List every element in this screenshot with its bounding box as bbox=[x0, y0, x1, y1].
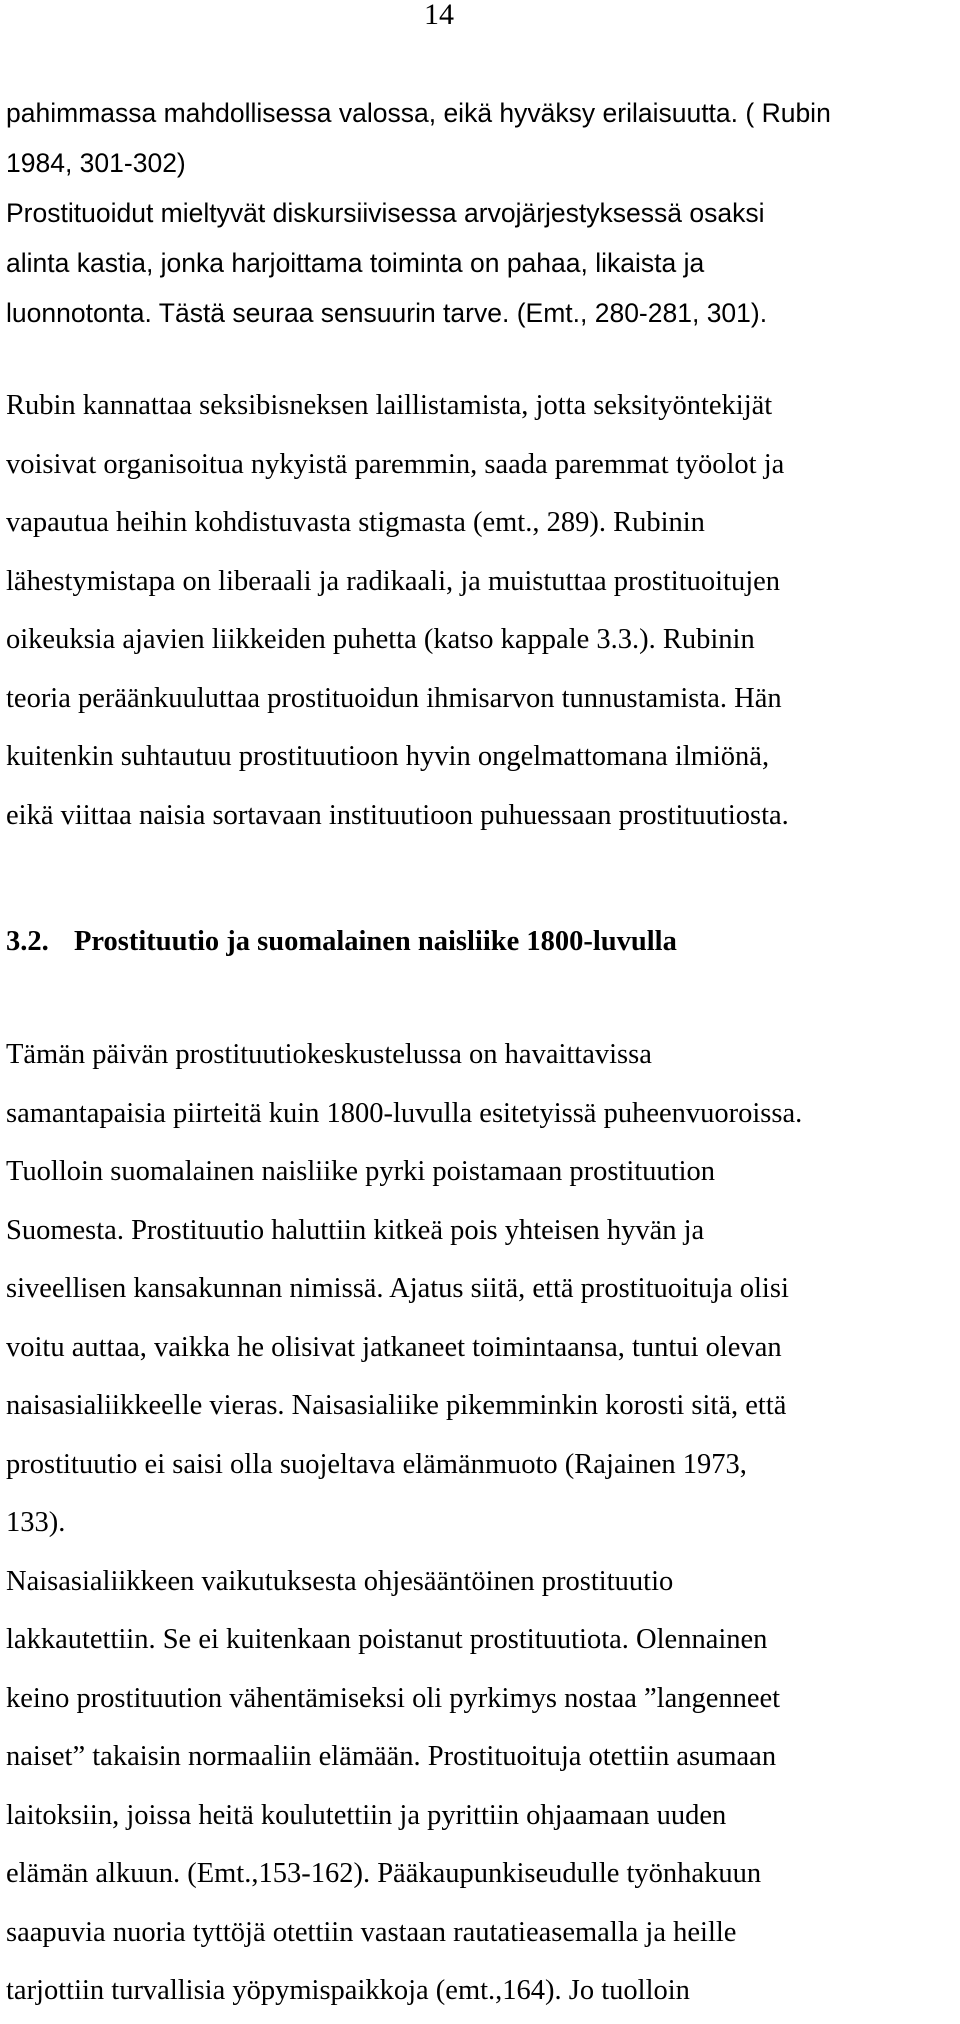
text-line: naisasialiikkeelle vieras. Naisasialiike pikemminkin korosti sitä, että bbox=[6, 1390, 787, 1421]
text-line: eikä viittaa naisia sortavaan instituutioon puhuessaan prostituutiosta. bbox=[6, 799, 789, 831]
text-line: Naisasialiikkeen vaikutuksesta ohjesääntöinen prostituutio bbox=[6, 1565, 674, 1597]
page-number: 14 bbox=[424, 0, 454, 31]
text-line: voitu auttaa, vaikka he olisivat jatkaneet toimintaansa, tuntui olevan bbox=[6, 1331, 782, 1363]
text-line: samantapaisia piirteitä kuin 1800-luvulla esitetyissä puheenvuoroissa. bbox=[6, 1097, 803, 1129]
text-line: laitoksiin, joissa heitä koulutettiin ja pyrittiin ohjaamaan uuden bbox=[6, 1799, 727, 1831]
section-heading bbox=[6, 917, 677, 967]
text-line: Prostituoidut mieltyvät diskursiivisessa arvojärjestyksessä osaksi bbox=[6, 198, 765, 228]
text-line: 133). bbox=[6, 1507, 66, 1538]
text-line: saapuvia nuoria tyttöjä otettiin vastaan rautatieasemalla ja heille bbox=[6, 1916, 737, 1948]
text-line: tarjottiin turvallisia yöpymispaikkoja (emt.,164). Jo tuolloin bbox=[6, 1975, 690, 2006]
text-line: siveellisen kansakunnan nimissä. Ajatus siitä, että prostituoituja olisi bbox=[6, 1273, 789, 1304]
rubin-paragraph bbox=[6, 377, 956, 845]
text-line: keino prostituution vähentämiseksi oli pyrkimys nostaa ”langenneet bbox=[6, 1682, 781, 1714]
text-line: oikeuksia ajavien liikkeiden puhetta (katso kappale 3.3.). Rubinin bbox=[6, 624, 755, 655]
text-line: naiset” takaisin normaaliin elämään. Prostituoituja otettiin asumaan bbox=[6, 1741, 777, 1772]
text-line: lähestymistapa on liberaali ja radikaali, ja muistuttaa prostituoitujen bbox=[6, 565, 781, 597]
text-line: prostituutio ei saisi olla suojeltava elämänmuoto (Rajainen 1973, bbox=[6, 1448, 747, 1480]
text-line: elämän alkuun. (Emt.,153-162). Pääkaupunkiseudulle työnhakuun bbox=[6, 1858, 762, 1889]
text-line: teoria peräänkuuluttaa prostituoidun ihmisarvon tunnustamista. Hän bbox=[6, 682, 782, 714]
text-line: luonnotonta. Tästä seuraa sensuurin tarve. (Emt., 280-281, 301). bbox=[6, 298, 768, 328]
text-line: voisivat organisoitua nykyistä paremmin, saada paremmat työolot ja bbox=[6, 448, 785, 480]
text-line: 1984, 301-302) bbox=[6, 148, 186, 178]
text-line: kuitenkin suhtautuu prostituutioon hyvin ongelmattomana ilmiönä, bbox=[6, 741, 770, 772]
text-line: Tämän päivän prostituutiokeskustelussa on havaittavissa bbox=[6, 1039, 652, 1070]
intro-paragraph bbox=[6, 88, 956, 338]
text-line: lakkautettiin. Se ei kuitenkaan poistanut prostituutiota. Olennainen bbox=[6, 1624, 768, 1655]
section-title: Prostituutio ja suomalainen naisliike 1800-luvulla bbox=[74, 926, 677, 957]
text-line: pahimmassa mahdollisessa valossa, eikä hyväksy erilaisuutta. ( Rubin bbox=[6, 98, 831, 128]
section-body bbox=[6, 1026, 956, 2021]
text-line: Rubin kannattaa seksibisneksen laillistamista, jotta seksityöntekijät bbox=[6, 390, 773, 421]
text-line: alinta kastia, jonka harjoittama toiminta on pahaa, likaista ja bbox=[6, 248, 705, 278]
text-line: Suomesta. Prostituutio haluttiin kitkeä pois yhteisen hyvän ja bbox=[6, 1214, 705, 1246]
text-line: vapautua heihin kohdistuvasta stigmasta (emt., 289). Rubinin bbox=[6, 507, 705, 538]
text-line: Tuolloin suomalainen naisliike pyrki poistamaan prostituution bbox=[6, 1156, 716, 1187]
section-number: 3.2. bbox=[6, 926, 49, 957]
